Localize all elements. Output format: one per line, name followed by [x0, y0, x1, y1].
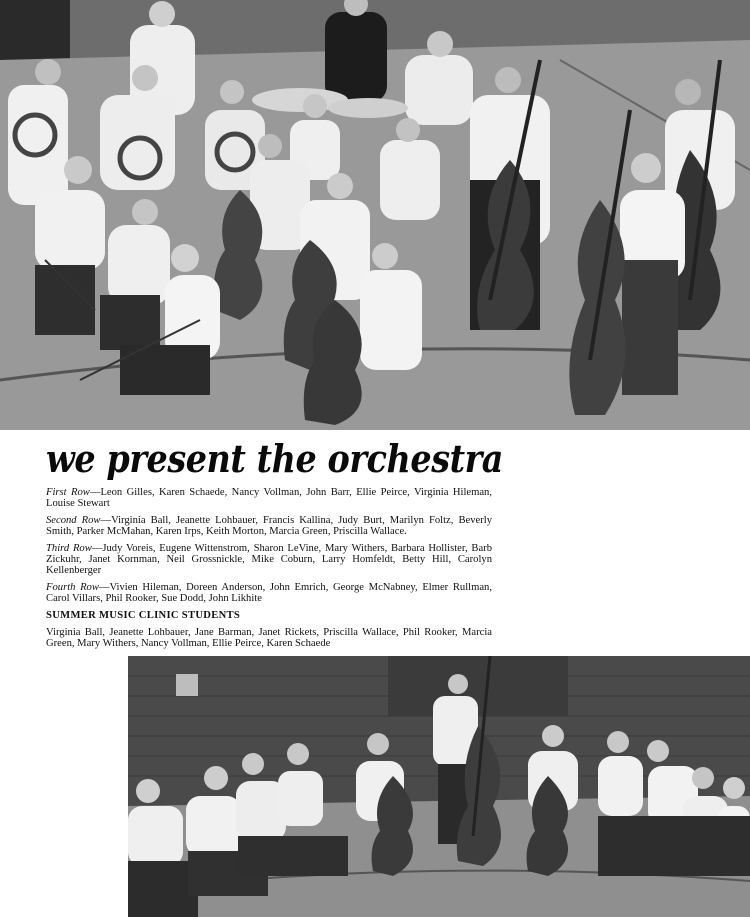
row-names: Leon Gilles, Karen Schaede, Nancy Vollman, John Barr, Ellie Peirce, Virginia Hileman, Louise Stewart	[46, 487, 492, 510]
roster-row: Fourth Row—Vivien Hileman, Doreen Anderson, John Emrich, George McNabney, Elmer Rullman, Carol Villars, Phil Rooker, Sue Dodd, John Likhite	[46, 581, 492, 605]
page-title: we present the orchestra	[46, 436, 504, 481]
clinic-students-photo	[128, 656, 750, 917]
roster-row: First Row—Leon Gilles, Karen Schaede, Nancy Vollman, John Barr, Ellie Peirce, Virginia Hileman, Louise Stewart	[46, 487, 492, 510]
row-names: Virginia Ball, Jeanette Lohbauer, Francis Kallina, Judy Burt, Marilyn Foltz, Beverly Smith, Parker McMahan, Karen Irps, Keith Morton, Marcia Green, Priscilla Wallace.	[46, 514, 493, 538]
orchestra-group-photo	[0, 0, 750, 430]
row-names: Judy Voreis, Eugene Wittenstrom, Sharon LeVine, Mary Withers, Barbara Hollister, Barb Zickuhr, Janet Kornman, Neil Grossnickle, Mike Coburn, Larry Homfeldt, Betty Hill, Carolyn Kellenberger	[46, 542, 493, 577]
row-label: First Row	[46, 487, 90, 498]
roster-row: Third Row—Judy Voreis, Eugene Wittenstrom, Sharon LeVine, Mary Withers, Barbara Hollister, Barb Zickuhr, Janet Kornman, Neil Grossnickle, Mike Coburn, Larry Homfeldt, Betty Hill, Carolyn Kellenberger	[46, 542, 493, 577]
clinic-heading: SUMMER MUSIC CLINIC STUDENTS	[46, 609, 241, 621]
orchestra-roster	[46, 487, 492, 655]
row-names: Vivien Hileman, Doreen Anderson, John Emrich, George McNabney, Elmer Rullman, Carol Villars, Phil Rooker, Sue Dodd, John Likhite	[46, 581, 492, 605]
row-label: Third Row	[46, 542, 92, 554]
roster-row: Second Row—Virginia Ball, Jeanette Lohbauer, Francis Kallina, Judy Burt, Marilyn Foltz, Beverly Smith, Parker McMahan, Karen Irps, Keith Morton, Marcia Green, Priscilla Wallace.	[46, 514, 493, 538]
clinic-names: Virginia Ball, Jeanette Lohbauer, Jane Barman, Janet Rickets, Priscilla Wallace, Phil Rooker, Marcia Green, Mary Withers, Nancy Vollman, Ellie Peirce, Karen Schaede	[46, 627, 492, 650]
row-label: Second Row	[46, 514, 101, 526]
row-label: Fourth Row	[46, 581, 99, 593]
